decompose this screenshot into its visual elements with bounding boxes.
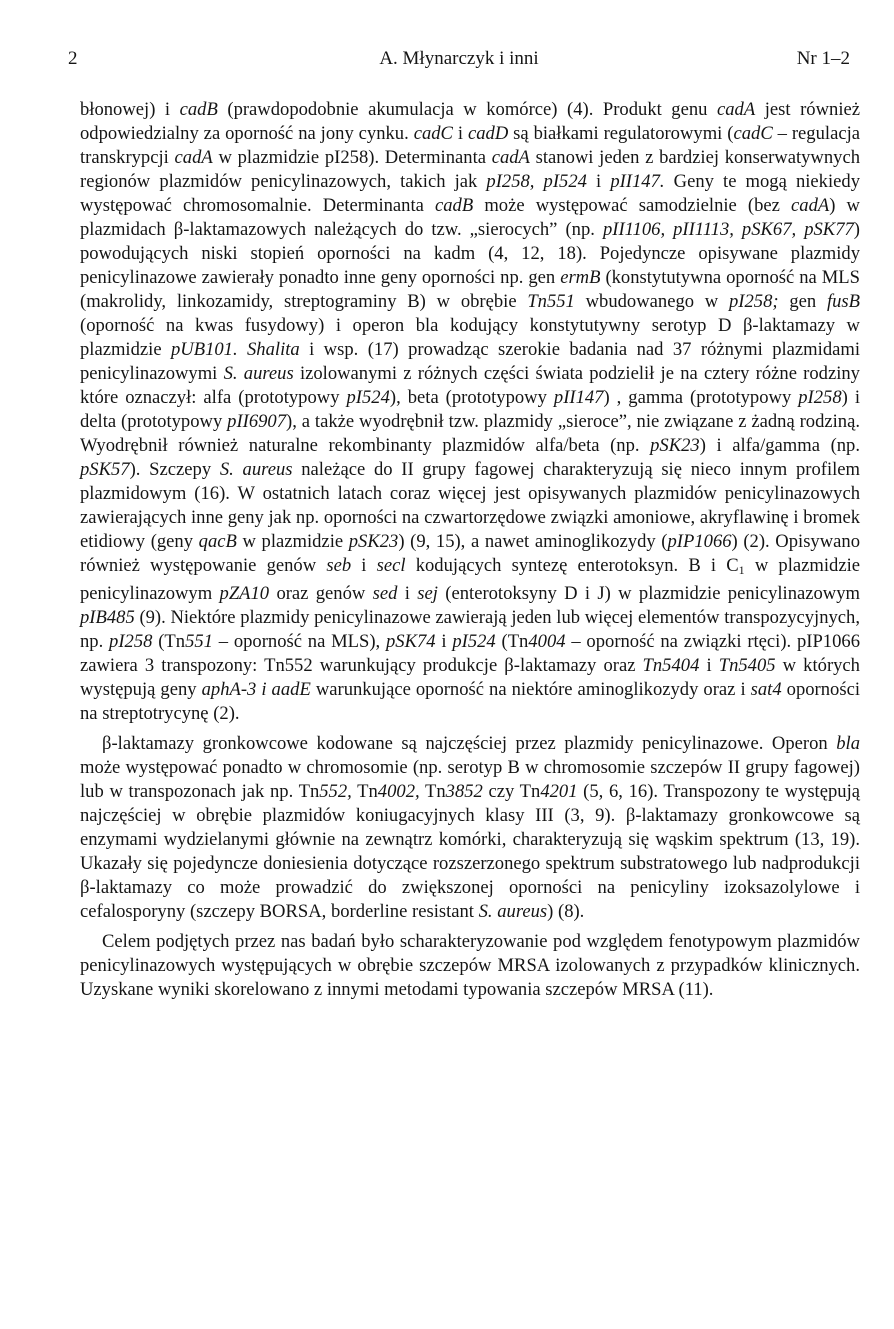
italic-term: pSK23 [348,531,399,552]
italic-term: bla [836,733,860,754]
italic-term: cadA [717,99,756,120]
text-run: może występować ponadto w chromosomie (np. serotyp B w chromosomie szczepów II grupy fagowej) lub w transpozonach jak np. Tn [80,757,860,802]
text-run: w plazmidzie [236,531,349,552]
text-run: (enterotoksyny D i J) w plazmidzie penicylinazowym [437,583,860,604]
text-run: ) powodujących niski stopień oporności na kadm (4, 12, 18). Pojedyncze opisywane plazmidy penicylinazowe zawierały ponadto inne geny oporności np. gen [80,219,860,288]
italic-term: 552, [319,781,352,802]
text-run: i [397,583,418,604]
italic-term: pUB101. Shalita [170,339,300,360]
paragraph-continuation [80,98,860,726]
italic-term: 4002, [377,781,420,802]
italic-term: Tn551 [527,291,575,312]
italic-term: pI524 [452,631,496,652]
italic-term: fusB [826,291,860,312]
italic-term: 3852 [445,781,483,802]
italic-term: 551 [185,631,213,652]
italic-term: seb [326,555,352,576]
italic-term: Tn5404 [642,655,700,676]
italic-term: ermB [560,267,601,288]
italic-term: pIP1066 [667,531,732,552]
text-run: są białkami regulatorowymi ( [508,123,734,144]
text-run: i [699,655,719,676]
text-run: ) w plazmidach β-laktamazowych należących do tzw. „sierocych” (np. [80,195,860,240]
text-run: (5, 6, 16). Transpozony te występują najczęściej w obrębie plazmidów koniugacyjnych klasy III (3, 9). β-laktamazy gronkowcowe są enzymami wydzielanymi głównie na zewnątrz komórki, charakteryzują się wąskim spektrum (13, 19). Ukazały się pojedyncze doniesienia dotyczące rozszerzonego spektrum substratowego lub nadprodukcji β-laktamazy co może prowadzić do zwiększonej oporności na penicyliny izoksazolylowe i cefalosporyny (szczepy BORSA, borderline resistant [80,781,860,922]
italic-term: 4004 [528,631,566,652]
text-run: Celem podjętych przez nas badań było scharakteryzowanie pod względem fenotypowym plazmidów penicylinazowych występujących w obrębie szczepów MRSA izolowanych z przypadków klinicznych. Uzyskane wyniki skorelowano z innymi metodami typowania szczepów MRSA (11). [80,931,860,1000]
italic-term: pI258 [109,631,153,652]
italic-term: cadC [733,123,773,144]
italic-term: pI258 [798,387,842,408]
italic-term: S. aureus [223,363,294,384]
italic-term: pI258, pI524 [486,171,587,192]
italic-term: cadB [435,195,474,216]
text-run: stanowi jeden z bardziej konserwatywnych regionów plazmidów penicylinazowych, takich jak [80,147,860,192]
text-run: ) (2). Opisywano również występowanie genów [80,531,861,576]
text-run: w plazmidzie penicylinazowym [80,555,860,604]
text-run: i [452,123,468,144]
italic-term: pSK74 [385,631,436,652]
italic-term: cadD [467,123,509,144]
italic-term: cadB [179,99,218,120]
text-run: izolowanymi z różnych części świata podzielił je na cztery różne rodziny które oznaczył: alfa (prototypowy [80,363,860,408]
text-run: – oporność na związki rtęci). pIP1066 zawiera 3 transpozony: Tn552 warunkujący produkcje β-laktamazy oraz [80,631,860,676]
italic-term: pSK23 [650,435,700,456]
article-body [80,98,860,1002]
text-run: (Tn [495,631,529,652]
text-run: – regulacja transkrypcji [80,123,860,168]
issue-number: Nr 1–2 [796,48,850,69]
running-title: A. Młynarczyk i inni [379,48,539,69]
text-run: Tn [419,781,446,802]
text-run: (konstytutywna oporność na MLS (makrolidy, linkozamidy, streptograminy B) w obrębie [80,267,860,312]
italic-term: pII147 [553,387,604,408]
text-run: ). Szczepy [129,459,220,480]
text-run: błonowej) i [80,99,180,120]
italic-term: pII1106, pII1113, pSK67, pSK77 [602,219,854,240]
text-run: ), a także wyodrębnił tzw. plazmidy „sieroce”, nie związane z żadną rodziną. Wyodrębnił również naturalne rekombinanty plazmidów alfa/beta (np. [80,411,861,456]
text-run: ), beta (prototypowy [389,387,554,408]
italic-term: cadA [791,195,830,216]
text-run: (prawdopodobnie akumulacja w komórce) (4). Produkt genu [217,99,717,120]
text-run: ) , gamma (prototypowy [603,387,799,408]
italic-term: S. aureus [219,459,293,480]
text-run: wbudowanego w [574,291,729,312]
italic-term: pI524 [346,387,390,408]
text-run: i [435,631,453,652]
italic-term: sat4 [750,679,782,700]
text-run: ) (9, 15), a nawet aminoglikozydy ( [398,531,668,552]
italic-term: Tn5405 [718,655,776,676]
text-run: ) (8). [547,901,585,922]
text-run: – oporność na MLS), [212,631,386,652]
italic-term: secl [376,555,406,576]
page-number: 2 [68,48,78,69]
text-run: (oporność na kwas fusydowy) i operon bla kodujący konstytutywny serotyp D β-laktamazy w plazmidzie [80,315,860,360]
running-header [68,48,850,72]
text-run: w plazmidzie pI258). Determinanta [212,147,492,168]
text-run: może występować samodzielnie (bez [473,195,792,216]
italic-term: S. aureus [478,901,548,922]
italic-term: qacB [198,531,237,552]
italic-term: pSK57 [80,459,130,480]
text-run: (9). Niektóre plazmidy penicylinazowe zawierają jeden lub więcej elementów transpozycyjnych, np. [80,607,860,652]
paragraph-beta-lactamase [80,732,860,924]
italic-term: pI258; [729,291,779,312]
italic-term: aphA-3 i aadE [201,679,311,700]
text-run: i [351,555,377,576]
text-run: i [586,171,611,192]
text-run: kodujących syntezę enterotoksyn. B i C [405,555,739,576]
text-run: oraz genów [269,583,373,604]
text-run: jest również odpowiedzialny za oporność na jony cynku. [80,99,860,144]
italic-term: sed [372,583,398,604]
italic-term: pZA10 [219,583,270,604]
text-run: ) i delta (prototypowy [80,387,860,432]
text-run: (Tn [152,631,186,652]
text-run: ) i alfa/gamma (np. [699,435,860,456]
text-run: Tn [351,781,378,802]
italic-term: pII147. [610,171,665,192]
italic-term: cadA [174,147,213,168]
italic-term: 4201 [540,781,578,802]
text-run: Geny te mogą niekiedy występować chromosomalnie. Determinanta [80,171,860,216]
text-run: należące do II grupy fagowej charakteryzują się nieco innym profilem plazmidowym (16). W ostatnich latach coraz więcej jest opisywanych plazmidów penicylinazowych zawierających inne geny jak np. oporności na czwartorzędowe związki amoniowe, akryflawinę i bromek etidiowy (geny [80,459,861,552]
italic-term: pIB485 [80,607,135,628]
italic-term: cadA [491,147,530,168]
text-run: β-laktamazy gronkowcowe kodowane są najczęściej przez plazmidy penicylinazowe. Operon [102,733,837,754]
text-run: czy Tn [482,781,541,802]
text-run: oporności na streptotrycynę (2). [80,679,860,724]
text-run: w których występują geny [80,655,860,700]
text-run: warunkujące oporność na niektóre aminoglikozydy oraz i [310,679,751,700]
text-run: gen [778,291,827,312]
italic-term: pII6907 [227,411,287,432]
italic-term: cadC [413,123,453,144]
paragraph-aim [80,930,860,1002]
italic-term: sej [417,583,438,604]
subscript: 1 [738,563,745,577]
text-run: i wsp. (17) prowadząc szerokie badania nad 37 różnymi plazmidami penicylinazowymi [80,339,860,384]
